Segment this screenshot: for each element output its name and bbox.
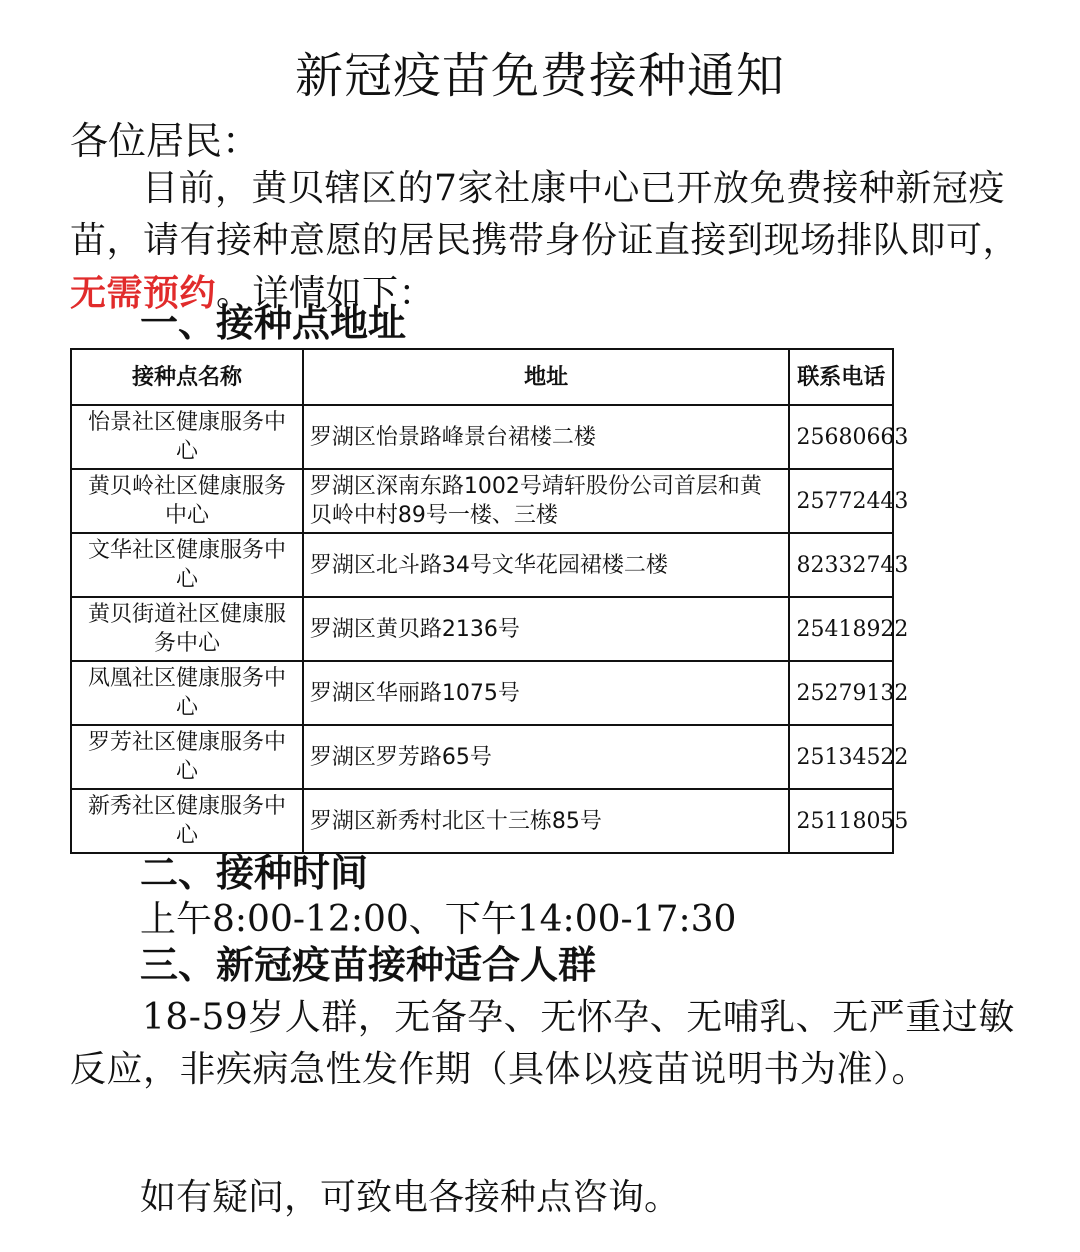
no-appointment-highlight: 无需预约: [70, 272, 217, 314]
site-name: 黄贝街道社区健康服务中心: [71, 597, 303, 661]
site-phone: 25279132: [789, 661, 893, 725]
notice-title: 新冠疫苗免费接种通知: [294, 48, 785, 104]
site-name: 怡景社区健康服务中心: [71, 405, 303, 469]
site-address: 罗湖区深南东路1002号靖轩股份公司首层和黄贝岭中村89号一楼、三楼: [303, 469, 790, 533]
site-address: 罗湖区新秀村北区十三栋85号: [303, 789, 790, 853]
eligibility-text: 18-59岁人群，无备孕、无怀孕、无哺乳、无严重过敏反应，非疾病急性发作期（具体以疫苗说明书为准）。: [70, 997, 1015, 1090]
intro-tail: 。详情如下：: [216, 273, 436, 314]
site-address: 罗湖区黄贝路2136号: [303, 597, 790, 661]
site-phone: 25134522: [789, 725, 893, 789]
table-row: [71, 533, 893, 597]
section-heading-time: 二、接种时间: [140, 851, 369, 895]
vaccination-time-text: 上午8:00-12:00、下午14:00-17:30: [140, 899, 737, 940]
site-phone: 25118055: [789, 789, 893, 853]
site-name: 黄贝岭社区健康服务中心: [71, 469, 303, 533]
site-phone: 82332743: [789, 533, 893, 597]
site-address: 罗湖区华丽路1075号: [303, 661, 790, 725]
vaccination-sites-table: [70, 348, 909, 854]
table-row: [71, 597, 893, 661]
site-name: 凤凰社区健康服务中心: [71, 661, 303, 725]
header-phone: 联系电话: [789, 349, 893, 405]
footer-note: 如有疑问，可致电各接种点咨询。: [140, 1177, 681, 1218]
table-row: [71, 469, 893, 533]
site-address: 罗湖区怡景路峰景台裙楼二楼: [303, 405, 790, 469]
site-phone: 25680663: [789, 405, 893, 469]
table-header-row: [71, 349, 893, 405]
table-row: [71, 405, 893, 469]
intro-text: 目前，黄贝辖区的7家社康中心已开放免费接种新冠疫苗，请有接种意愿的居民携带身份证直接到现场排队即可，: [70, 168, 1020, 261]
site-name: 新秀社区健康服务中心: [71, 789, 303, 853]
salutation: 各位居民：: [70, 119, 261, 163]
section-heading-eligibility: 三、新冠疫苗接种适合人群: [140, 943, 597, 987]
site-name: 文华社区健康服务中心: [71, 533, 303, 597]
intro-paragraph: [70, 163, 1040, 320]
table-row: [71, 789, 893, 853]
header-address: 地址: [303, 349, 790, 405]
table-row: [71, 725, 893, 789]
site-phone: 25418922: [789, 597, 893, 661]
site-address: 罗湖区北斗路34号文华花园裙楼二楼: [303, 533, 790, 597]
header-site-name: 接种点名称: [71, 349, 303, 405]
site-address: 罗湖区罗芳路65号: [303, 725, 790, 789]
table-row: [71, 661, 893, 725]
site-name: 罗芳社区健康服务中心: [71, 725, 303, 789]
site-phone: 25772443: [789, 469, 893, 533]
section-heading-locations: 一、接种点地址: [140, 301, 407, 345]
